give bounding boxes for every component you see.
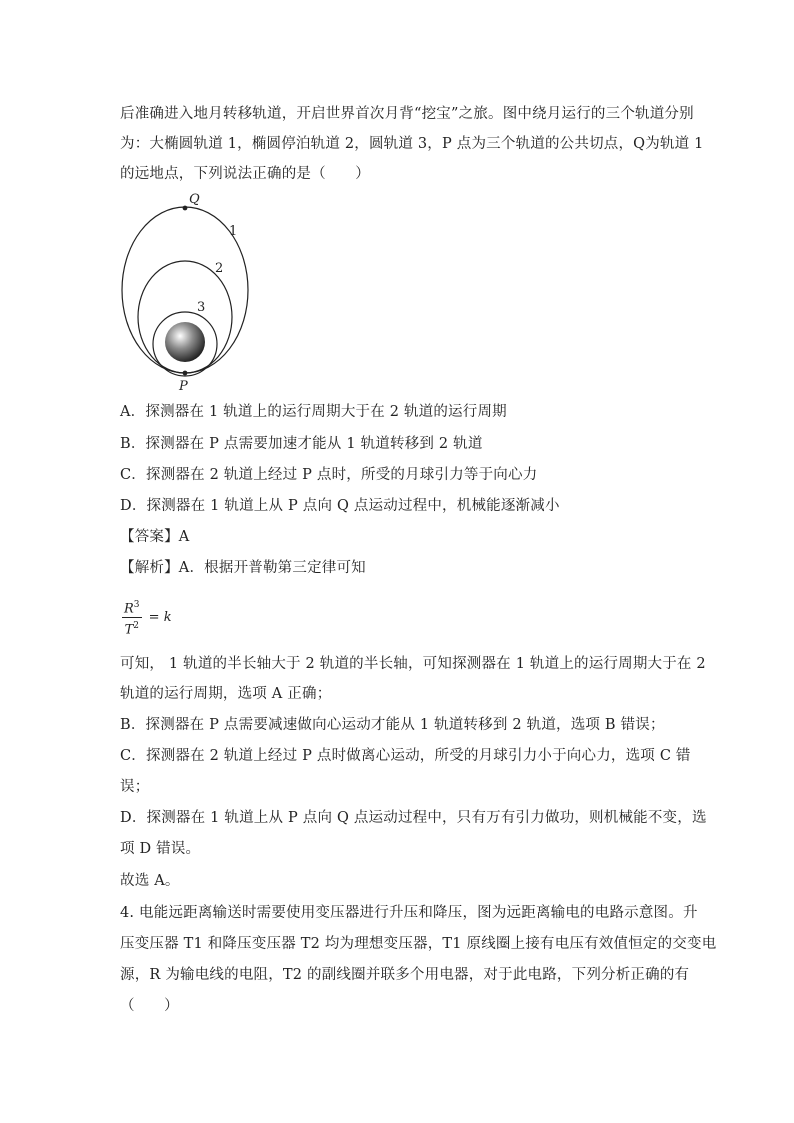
intro-line-3: 的远地点，下列说法正确的是（ ） [120, 166, 370, 182]
q4-line-3: 源，R 为输电线的电阻，T2 的副线圈并联多个用电器，对于此电路，下列分析正确的有 [120, 967, 690, 983]
label-orbit-3: 3 [197, 300, 206, 315]
analysis-line-1: 可知， 1 轨道的半长轴大于 2 轨道的半长轴，可知探测器在 1 轨道上的运行周期大于在 2 [120, 656, 706, 672]
analysis-line-2: 轨道的运行周期，选项 A 正确； [120, 686, 332, 702]
analysis-line-4: C．探测器在 2 轨道上经过 P 点时做离心运动，所受的月球引力小于向心力，选项 C 错 [120, 748, 691, 764]
label-q: Q [189, 192, 200, 207]
option-b: B．探测器在 P 点需要加速才能从 1 轨道转移到 2 轨道 [120, 436, 483, 452]
q4-line-2: 压变压器 T1 和降压变压器 T2 均为理想变压器，T1 原线圈上接有电压有效值恒定的交变电 [120, 936, 717, 952]
label-p: P [179, 379, 188, 394]
formula-rhs: = k [148, 610, 172, 626]
analysis-line-7: 项 D 错误。 [120, 841, 201, 857]
q4-line-1: 4. 电能远距离输送时需要使用变压器进行升压和降压，图为远距离输电的电路示意图。升 [120, 905, 698, 921]
label-orbit-2: 2 [215, 261, 224, 276]
moon [165, 322, 205, 362]
label-orbit-1: 1 [229, 224, 238, 239]
analysis-line-3: B．探测器在 P 点需要减速做向心运动才能从 1 轨道转移到 2 轨道，选项 B 错误； [120, 717, 665, 733]
orbit-diagram [115, 190, 255, 399]
formula-numerator: R [124, 601, 134, 617]
intro-line-1: 后准确进入地月转移轨道，开启世界首次月背“挖宝”之旅。图中绕月运行的三个轨道分别 [120, 106, 694, 122]
point-q [183, 206, 188, 211]
kepler-formula: $\frac{R^3}{T^2}$ = k [122, 597, 172, 639]
intro-line-2: 为：大椭圆轨道 1，椭圆停泊轨道 2，圆轨道 3，P 点为三个轨道的公共切点，Q为轨道 1 [120, 136, 704, 152]
option-a: A．探测器在 1 轨道上的运行周期大于在 2 轨道的运行周期 [120, 404, 507, 420]
q4-line-4: （ ） [120, 998, 179, 1014]
option-c: C．探测器在 2 轨道上经过 P 点时，所受的月球引力等于向心力 [120, 467, 538, 483]
answer: 【答案】A [120, 529, 190, 545]
analysis-line-6: D．探测器在 1 轨道上从 P 点向 Q 点运动过程中，只有万有引力做功，则机械能不变，选 [120, 810, 707, 826]
option-d: D．探测器在 1 轨道上从 P 点向 Q 点运动过程中，机械能逐渐减小 [120, 498, 560, 514]
formula-denominator: T [124, 622, 134, 638]
analysis-title: 【解析】A．根据开普勒第三定律可知 [120, 560, 366, 576]
analysis-line-5: 误； [120, 779, 150, 795]
analysis-line-8: 故选 A。 [120, 873, 180, 889]
point-p [183, 371, 188, 376]
